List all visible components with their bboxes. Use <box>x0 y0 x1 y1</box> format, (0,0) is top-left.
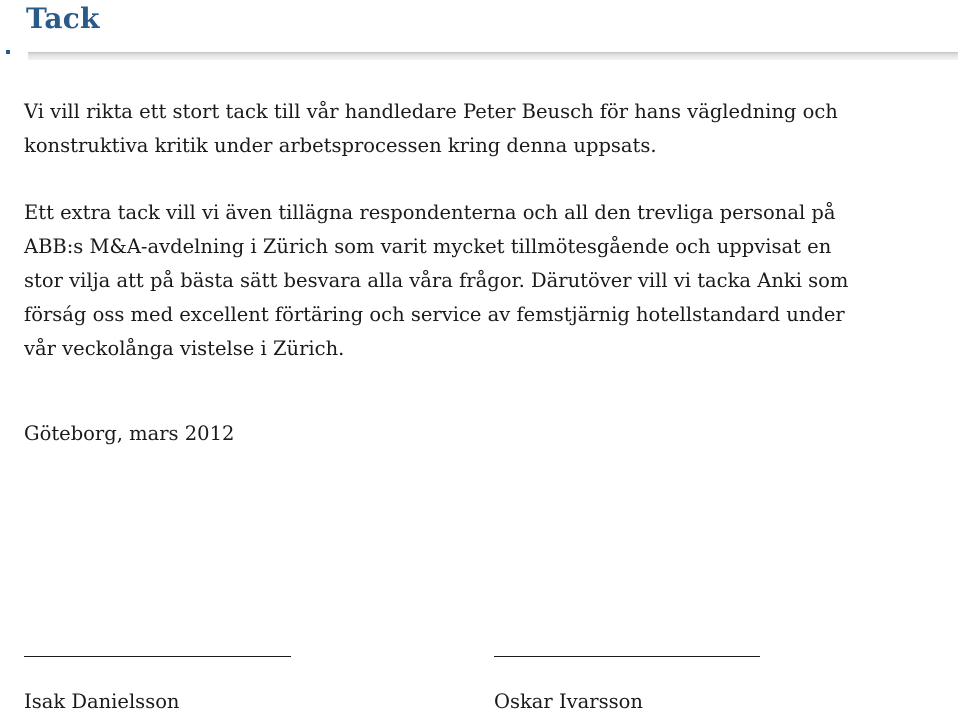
signature-line-1 <box>24 656 291 657</box>
place-and-date: Göteborg, mars 2012 <box>24 422 235 445</box>
heading-divider <box>28 52 958 60</box>
paragraph-2-line-3: stor vilja att på bästa sätt besvara alla våra frågor. Därutöver vill vi tacka Anki som <box>24 269 849 292</box>
signature-name-1: Isak Danielsson <box>24 690 180 713</box>
page-title: Tack <box>26 2 100 35</box>
paragraph-2-line-1: Ett extra tack vill vi även tillägna respondenterna och all den trevliga personal på <box>24 201 836 224</box>
paragraph-1-line-1: Vi vill rikta ett stort tack till vår handledare Peter Beusch för hans vägledning och <box>24 100 838 123</box>
paragraph-2 <box>24 196 944 366</box>
signature-line-2 <box>494 656 760 657</box>
paragraph-2-line-4: förság oss med excellent förtäring och service av femstjärnig hotellstandard under <box>24 303 845 326</box>
paragraph-2-line-5: vår veckolånga vistelse i Zürich. <box>24 337 345 360</box>
heading-marker <box>6 50 10 54</box>
paragraph-2-line-2: ABB:s M&A-avdelning i Zürich som varit mycket tillmötesgående och uppvisat en <box>24 235 832 258</box>
paragraph-1 <box>24 95 944 163</box>
signature-name-2: Oskar Ivarsson <box>494 690 643 713</box>
paragraph-1-line-2: konstruktiva kritik under arbetsprocessen kring denna uppsats. <box>24 134 657 157</box>
